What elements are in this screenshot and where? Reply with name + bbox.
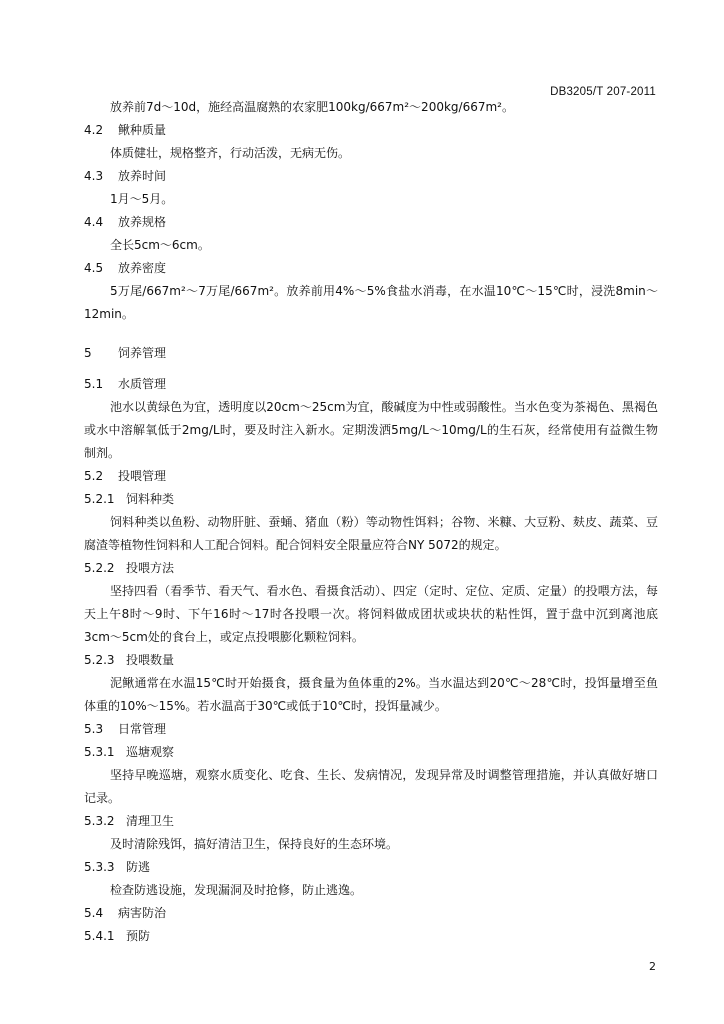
section-title: 放养密度	[118, 261, 167, 275]
section-title: 放养规格	[118, 215, 167, 229]
section-title: 日常管理	[118, 722, 167, 736]
paragraph: 泥鳅通常在水温15℃时开始摄食，摄食量为鱼体重的2%。当水温达到20℃～28℃时，投饵量增至鱼体重的10%～15%。若水温高于30℃或低于10℃时，投饵量减少。	[84, 676, 658, 713]
heading-5-3-2	[84, 810, 658, 833]
paragraph: 饲料种类以鱼粉、动物肝脏、蚕蛹、猪血（粉）等动物性饵料；谷物、米糠、大豆粉、麸皮、蔬菜、豆腐渣等植物性饲料和人工配合饲料。配合饲料安全限量应符合NY 5072的规定。	[84, 515, 658, 552]
paragraph: 坚持早晚巡塘，观察水质变化、吃食、生长、发病情况，发现异常及时调整管理措施，并认真做好塘口记录。	[84, 768, 658, 805]
section-title: 投喂方法	[126, 561, 175, 575]
section-title: 巡塘观察	[126, 745, 175, 759]
section-title: 饲养管理	[118, 346, 167, 360]
section-number: 4.5	[84, 261, 104, 275]
text-line: 检查防逃设施，发现漏洞及时抢修，防止逃逸。	[110, 883, 363, 897]
section-title: 预防	[126, 929, 151, 943]
standard-code: DB3205/T 207-2011	[550, 86, 656, 98]
section-title: 投喂数量	[126, 653, 175, 667]
section-number: 5.4	[84, 906, 104, 920]
section-title: 鳅种质量	[118, 123, 167, 137]
section-number: 5.2	[84, 469, 104, 483]
section-title: 饲料种类	[126, 492, 175, 506]
section-number: 4.2	[84, 123, 104, 137]
heading-5-3	[84, 718, 658, 741]
section-number: 5.3.3	[84, 860, 115, 874]
heading-5-4-1	[84, 925, 658, 948]
heading-5-4	[84, 902, 658, 925]
section-number: 5.2.2	[84, 561, 115, 575]
section-number: 4.4	[84, 215, 104, 229]
heading-4-4	[84, 211, 658, 234]
text-line: 全长5cm～6cm。	[110, 238, 210, 252]
heading-5	[84, 342, 658, 365]
section-title: 病害防治	[118, 906, 167, 920]
heading-5-3-3	[84, 856, 658, 879]
heading-5-2-1	[84, 488, 658, 511]
text-line: 放养前7d～10d，施经高温腐熟的农家肥100kg/667m²～200kg/667m²。	[110, 100, 514, 114]
section-title: 清理卫生	[126, 814, 175, 828]
section-number: 5.1	[84, 377, 104, 391]
page-number: 2	[649, 960, 656, 973]
text-line: 及时清除残饵，搞好清洁卫生，保持良好的生态环境。	[110, 837, 399, 851]
heading-4-3	[84, 165, 658, 188]
heading-5-2-3	[84, 649, 658, 672]
heading-4-5	[84, 257, 658, 280]
section-number: 5.3.2	[84, 814, 115, 828]
paragraph: 坚持四看（看季节、看天气、看水色、看摄食活动）、四定（定时、定位、定质、定量）的投喂方法，每天上午8时～9时、下午16时～17时各投喂一次。将饲料做成团状或块状的粘性饵，置于盘中沉到离池底3cm～5cm处的食台上，或定点投喂膨化颗粒饲料。	[84, 584, 658, 644]
section-number: 5.2.1	[84, 492, 115, 506]
text-line: 体质健壮，规格整齐，行动活泼，无病无伤。	[110, 146, 351, 160]
heading-5-2	[84, 465, 658, 488]
heading-4-2	[84, 119, 658, 142]
section-number: 5.3.1	[84, 745, 115, 759]
section-title: 防逃	[126, 860, 151, 874]
paragraph: 池水以黄绿色为宜，透明度以20cm～25cm为宜，酸碱度为中性或弱酸性。当水色变为茶褐色、黑褐色或水中溶解氧低于2mg/L时，要及时注入新水。定期泼洒5mg/L～10mg/L的生石灰，经常使用有益微生物制剂。	[84, 400, 658, 460]
heading-5-2-2	[84, 557, 658, 580]
section-title: 水质管理	[118, 377, 167, 391]
section-number: 4.3	[84, 169, 104, 183]
section-number: 5.4.1	[84, 929, 115, 943]
section-number: 5.3	[84, 722, 104, 736]
heading-5-3-1	[84, 741, 658, 764]
heading-5-1	[84, 373, 658, 396]
section-number: 5.2.3	[84, 653, 115, 667]
section-title: 投喂管理	[118, 469, 167, 483]
text-line: 1月～5月。	[110, 192, 174, 206]
section-title: 放养时间	[118, 169, 167, 183]
section-number: 5	[84, 346, 92, 360]
paragraph: 5万尾/667m²～7万尾/667m²。放养前用4%～5%食盐水消毒，在水温10℃～15℃时，浸洗8min～12min。	[84, 284, 658, 321]
